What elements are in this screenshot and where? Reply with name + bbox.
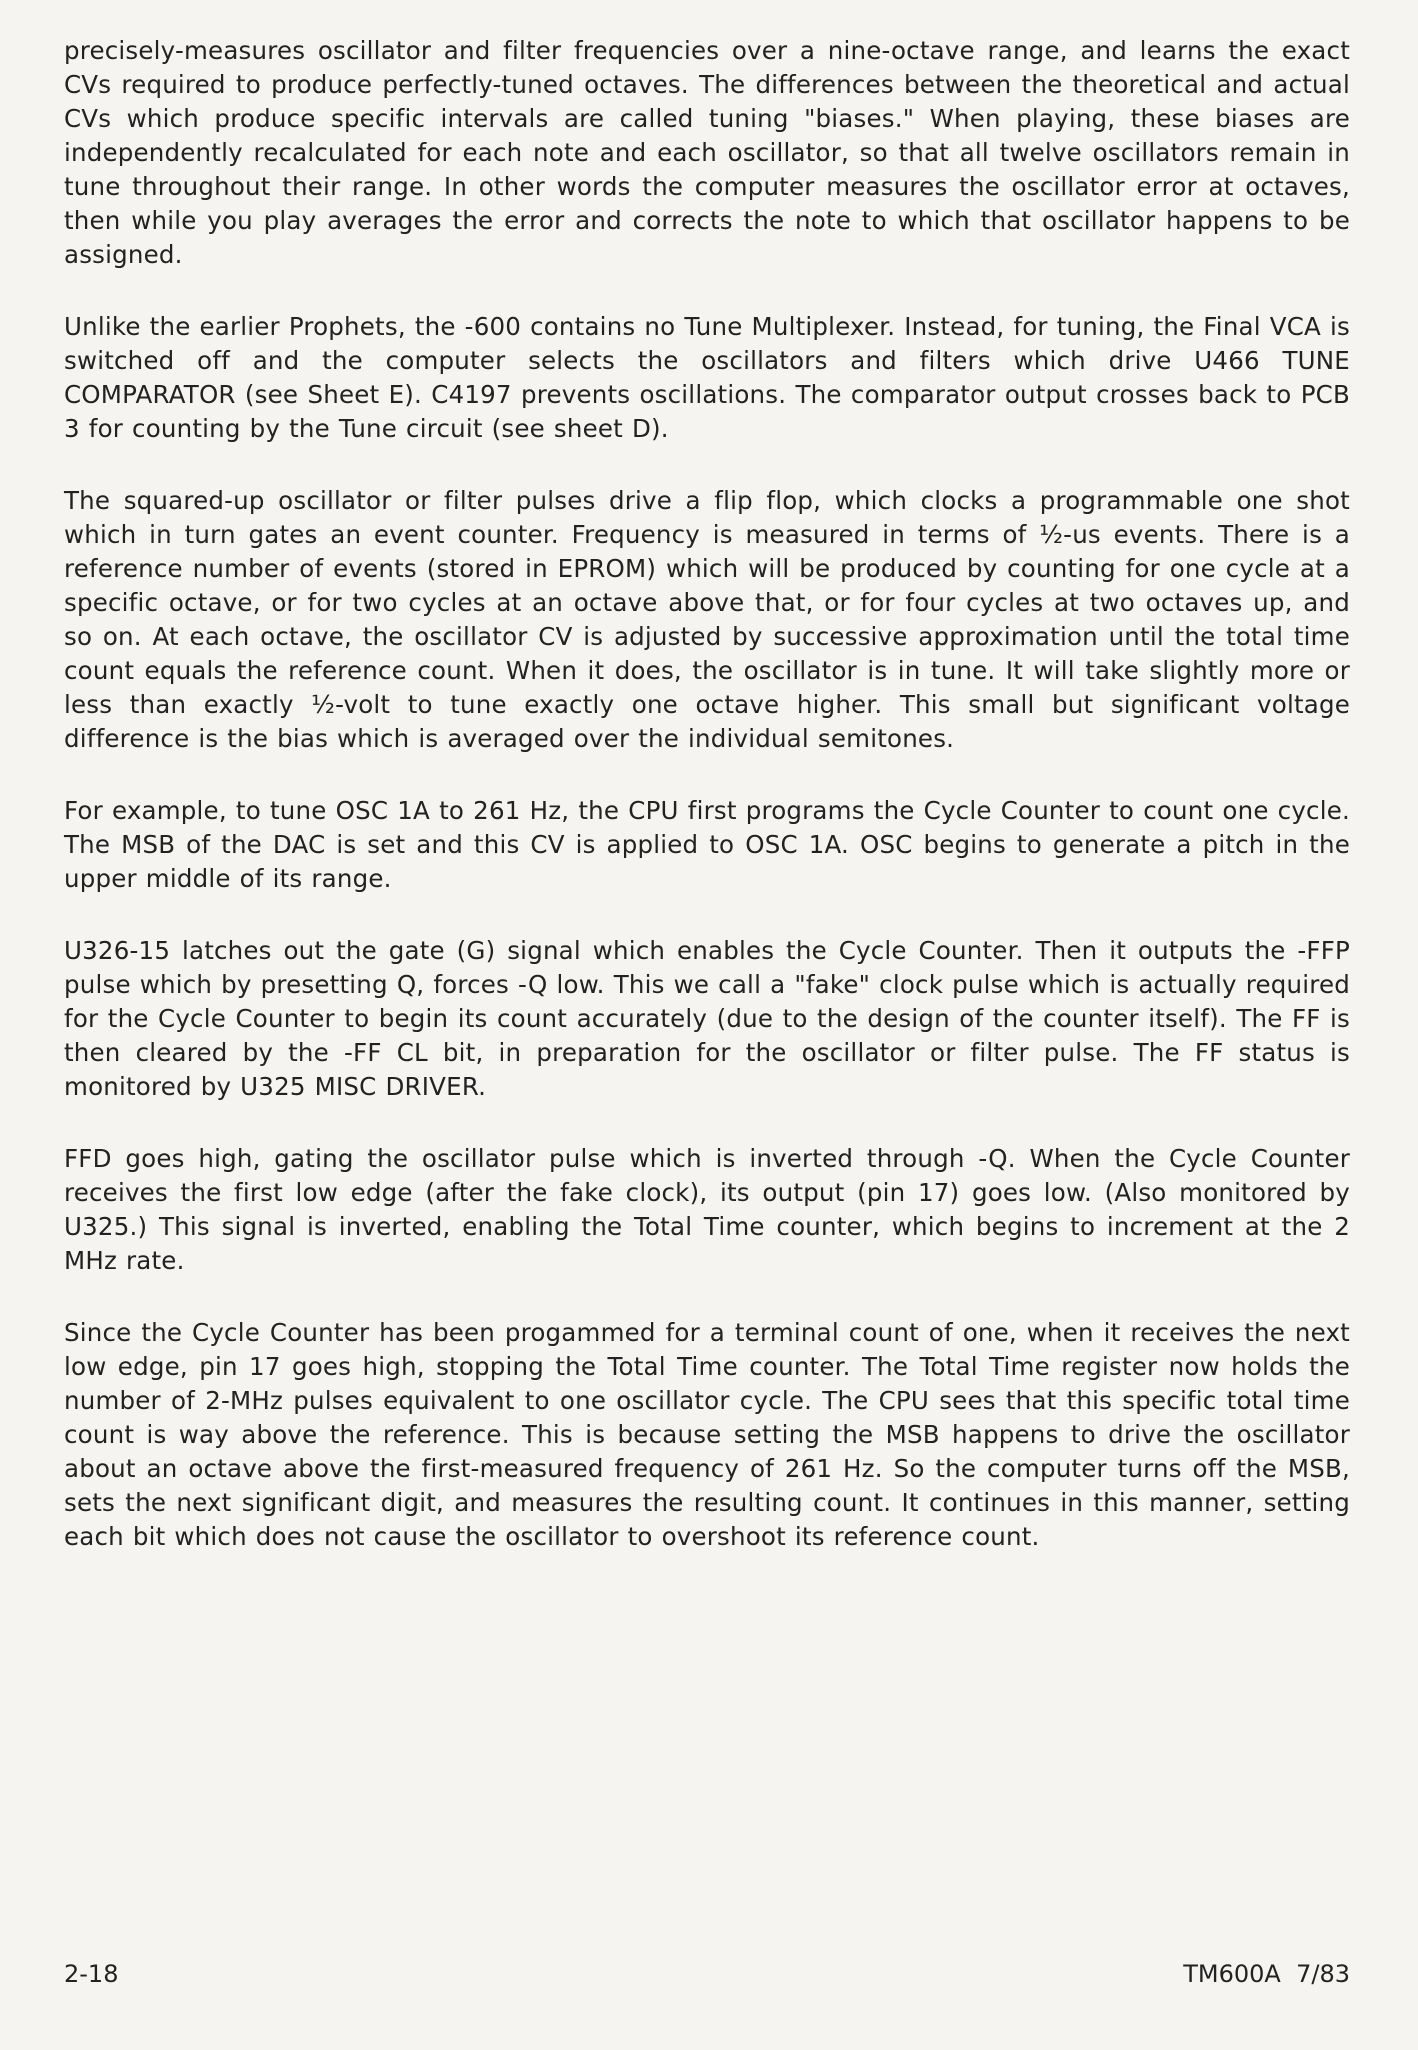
paragraph-tuning-overview: precisely-measures oscillator and filter frequencies over a nine-octave range, and learns the exact CVs required to produce perfectly-tuned octaves. The differences between the theoretical and actual CVs which produce specific intervals are called tuning "biases." When playing, these biases are independently recalculated for each note and each oscillator, so that all twelve oscillators remain in tune throughout their range. In other words the computer measures the oscillator error at octaves, then while you play averages the error and corrects the note to which that oscillator happens to be assigned. xyxy=(64,36,1350,269)
paragraph-example: For example, to tune OSC 1A to 261 Hz, the CPU first programs the Cycle Counter to count one cycle. The MSB of the DAC is set and this CV is applied to OSC 1A. OSC begins to generate a pitch in the upper middle of its range. xyxy=(64,796,1350,893)
page-number: 2-18 xyxy=(64,1960,119,1988)
paragraph-ffd: FFD goes high, gating the oscillator pulse which is inverted through -Q. When the Cycle Counter receives the first low edge (after the fake clock), its output (pin 17) goes low. (Also monitored by U325.) This signal is inverted, enabling the Total Time counter, which begins to increment at the 2 MHz rate. xyxy=(64,1144,1350,1275)
document-body xyxy=(64,34,1350,1592)
paragraph-cycle-counter: Since the Cycle Counter has been progammed for a terminal count of one, when it receives the next low edge, pin 17 goes high, stopping the Total Time counter. The Total Time register now holds the number of 2-MHz pulses equivalent to one oscillator cycle. The CPU sees that this specific total time count is way above the reference. This is because setting the MSB happens to drive the oscillator about an octave above the first-measured frequency of 261 Hz. So the computer turns off the MSB, sets the next significant digit, and measures the resulting count. It continues in this manner, setting each bit which does not cause the oscillator to overshoot its reference count. xyxy=(64,1318,1350,1551)
paragraph-tune-comparator: Unlike the earlier Prophets, the -600 contains no Tune Multiplexer. Instead, for tuning, the Final VCA is switched off and the computer selects the oscillators and filters which drive U466 TUNE COMPARATOR (see Sheet E). C4197 prevents oscillations. The comparator output crosses back to PCB 3 for counting by the Tune circuit (see sheet D). xyxy=(64,312,1350,443)
paragraph-flip-flop: The squared-up oscillator or filter pulses drive a flip flop, which clocks a programmable one shot which in turn gates an event counter. Frequency is measured in terms of ½-us events. There is a reference number of events (stored in EPROM) which will be produced by counting for one cycle at a specific octave, or for two cycles at an octave above that, or for four cycles at two octaves up, and so on. At each octave, the oscillator CV is adjusted by successive approximation until the total time count equals the reference count. When it does, the oscillator is in tune. It will take slightly more or less than exactly ½-volt to tune exactly one octave higher. This small but significant voltage difference is the bias which is averaged over the individual semitones. xyxy=(64,486,1350,753)
page-footer xyxy=(64,1960,1350,1988)
paragraph-gate-signal: U326-15 latches out the gate (G) signal which enables the Cycle Counter. Then it outputs the -FFP pulse which by presetting Q, forces -Q low. This we call a "fake" clock pulse which is actually required for the Cycle Counter to begin its count accurately (due to the design of the counter itself). The FF is then cleared by the -FF CL bit, in preparation for the oscillator or filter pulse. The FF status is monitored by U325 MISC DRIVER. xyxy=(64,936,1350,1101)
document-id: TM600A 7/83 xyxy=(1183,1960,1350,1988)
